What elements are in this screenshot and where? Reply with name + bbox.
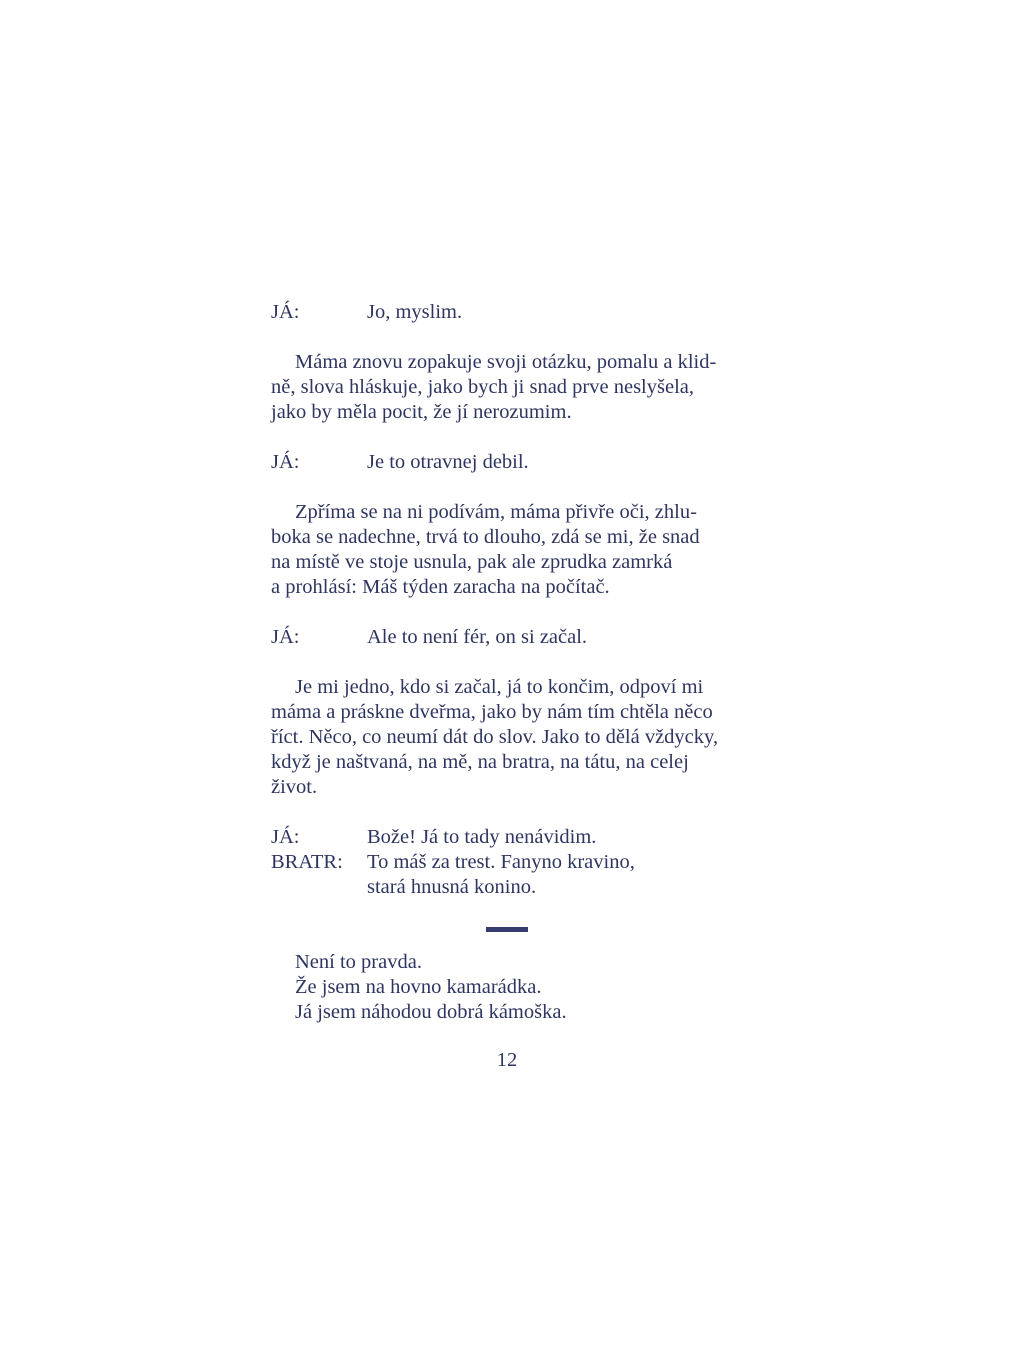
dialogue-text: Je to otravnej debil. — [367, 451, 529, 473]
speaker-label: JÁ: — [271, 826, 300, 848]
divider-bar — [486, 927, 528, 932]
paragraph-line: život. — [271, 776, 318, 798]
dialogue-line — [271, 450, 745, 475]
paragraph-line: máma a práskne dveřma, jako by nám tím chtěla něco — [271, 701, 713, 723]
dialogue-text-line: To máš za trest. Fanyno kravino, — [367, 851, 635, 873]
dialogue-text: Bože! Já to tady nenávidim. — [367, 826, 597, 848]
narrative-paragraph — [271, 350, 745, 425]
paragraph-line: Zpříma se na ni podívám, máma přivře oči, zhlu- — [295, 501, 697, 523]
page-number: 12 — [496, 1049, 518, 1071]
dialogue-line — [271, 825, 745, 850]
poem — [271, 950, 745, 1025]
section-divider — [271, 900, 745, 950]
paragraph-line: Je mi jedno, kdo si začal, já to končim, odpoví mi — [295, 676, 704, 698]
dialogue-line — [271, 625, 745, 650]
poem-line: Že jsem na hovno kamarádka. — [295, 976, 542, 998]
speaker-label: JÁ: — [271, 301, 300, 323]
paragraph-line: Máma znovu zopakuje svoji otázku, pomalu a klid- — [295, 351, 717, 373]
paragraph-line: když je naštvaná, na mě, na bratra, na tátu, na celej — [271, 751, 689, 773]
paragraph-line: jako by měla pocit, že jí nerozumim. — [271, 401, 572, 423]
dialogue-line — [271, 850, 745, 900]
paragraph-line: a prohlásí: Máš týden zaracha na počítač. — [271, 576, 610, 598]
narrative-paragraph — [271, 500, 745, 600]
speaker-label: JÁ: — [271, 626, 300, 648]
dialogue-text: Ale to není fér, on si začal. — [367, 626, 588, 648]
paragraph-line: ně, slova hláskuje, jako bych ji snad prve neslyšela, — [271, 376, 694, 398]
paragraph-line: říct. Něco, co neumí dát do slov. Jako to dělá vždycky, — [271, 726, 719, 748]
text-block — [271, 300, 745, 1025]
speaker-label: BRATR: — [271, 851, 343, 873]
poem-line: Já jsem náhodou dobrá kámoška. — [295, 1001, 567, 1023]
paragraph-line: boka se nadechne, trvá to dlouho, zdá se mi, že snad — [271, 526, 700, 548]
paragraph-line: na místě ve stoje usnula, pak ale zprudka zamrká — [271, 551, 673, 573]
narrative-paragraph — [271, 675, 745, 800]
dialogue-line — [271, 300, 745, 325]
dialogue-text: Jo, myslim. — [367, 301, 463, 323]
poem-line: Není to pravda. — [295, 951, 422, 973]
dialogue-text — [367, 850, 745, 900]
dialogue-text-line: stará hnusná konino. — [367, 876, 537, 898]
speaker-label: JÁ: — [271, 451, 300, 473]
